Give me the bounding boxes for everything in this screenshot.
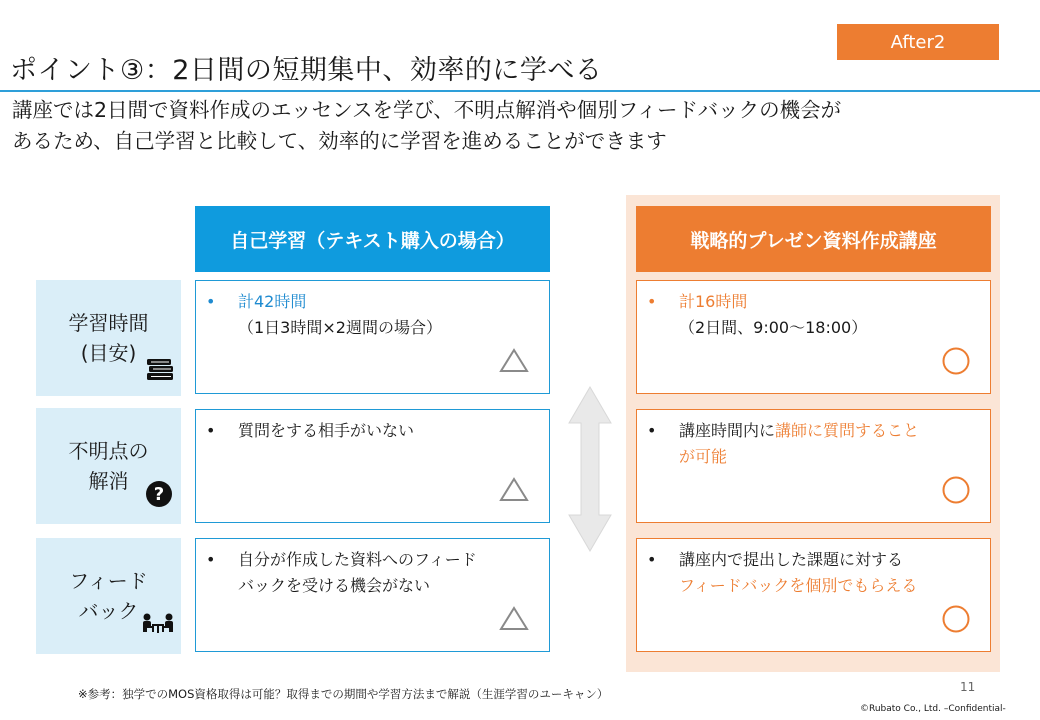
slide-title: ポイント③：2日間の短期集中、効率的に学べる (10, 55, 603, 86)
row-label-line: フィード (69, 569, 148, 593)
cell-sub-text: （2日間、9:00〜18:00） (679, 318, 868, 337)
cell-main-text: 自分が作成した資料へのフィード (238, 550, 477, 569)
self-study-question-cell (195, 409, 550, 523)
title-divider (0, 90, 1040, 92)
triangle-rating-icon (499, 605, 529, 639)
bullet-dot: • (647, 550, 657, 569)
comparison-arrow-icon (563, 385, 617, 557)
circle-rating-icon (940, 474, 972, 514)
row-label-feedback (36, 538, 181, 654)
cell-highlight-text: フィードバックを個別でもらえる (679, 576, 918, 595)
row-label-line: 不明点の (68, 439, 149, 463)
triangle-rating-icon (499, 347, 529, 381)
row-label-line: バック (78, 599, 139, 623)
row-label-line: (目安) (80, 341, 137, 365)
self-study-feedback-cell (195, 538, 550, 652)
cell-main-text: 質問をする相手がいない (238, 421, 415, 440)
course-question-cell (636, 409, 991, 523)
row-label-line: 学習時間 (68, 311, 149, 335)
row-label-line: 解消 (88, 469, 129, 493)
bullet-dot: • (206, 292, 216, 311)
page-number: 11 (960, 680, 976, 694)
bullet-dot: • (647, 421, 657, 440)
bullet-dot: • (206, 421, 216, 440)
bullet-dot: • (647, 292, 657, 311)
triangle-rating-icon (499, 476, 529, 510)
cell-sub-text: （1日3時間×2週間の場合） (238, 318, 442, 337)
row-label-study-time (36, 280, 181, 396)
cell-main-text: 講座時間内に (679, 421, 776, 440)
self-study-time-cell (195, 280, 550, 394)
question-icon (145, 480, 173, 516)
cell-main-text: 講座内で提出した課題に対する (679, 550, 904, 569)
circle-rating-icon (940, 345, 972, 385)
lead-line-2: あるため、自己学習と比較して、効率的に学習を進めることができます (12, 129, 667, 153)
circle-rating-icon (940, 603, 972, 643)
cell-main-text-2: バックを受ける機会がない (238, 576, 431, 595)
cell-highlight-text-2: が可能 (679, 447, 728, 466)
cell-main-text: 計16時間 (679, 292, 748, 311)
course-feedback-cell (636, 538, 991, 652)
meeting-icon (141, 612, 175, 644)
reference-footnote: ※参考：独学でのMOS資格取得は可能？取得までの期間や学習方法まで解説（生涯学習のユーキャン） (78, 687, 609, 701)
self-study-column-header: 自己学習（テキスト購入の場合） (195, 206, 550, 272)
after-badge: After2 (837, 24, 999, 60)
bullet-dot: • (206, 550, 216, 569)
cell-main-text: 計42時間 (238, 292, 307, 311)
books-icon (145, 356, 175, 390)
course-study-time-cell (636, 280, 991, 394)
svg-text:?: ? (153, 484, 165, 505)
lead-line-1: 講座では2日間で資料作成のエッセンスを学び、不明点解消や個別フィードバックの機会が (12, 98, 842, 122)
cell-highlight-text: 講師に質問すること (775, 421, 920, 440)
row-label-question-resolution (36, 408, 181, 524)
lead-text (12, 95, 1032, 157)
course-column-header: 戦略的プレゼン資料作成講座 (636, 206, 991, 272)
copyright-text: ©Rubato Co., Ltd. –Confidential- (860, 704, 1006, 714)
